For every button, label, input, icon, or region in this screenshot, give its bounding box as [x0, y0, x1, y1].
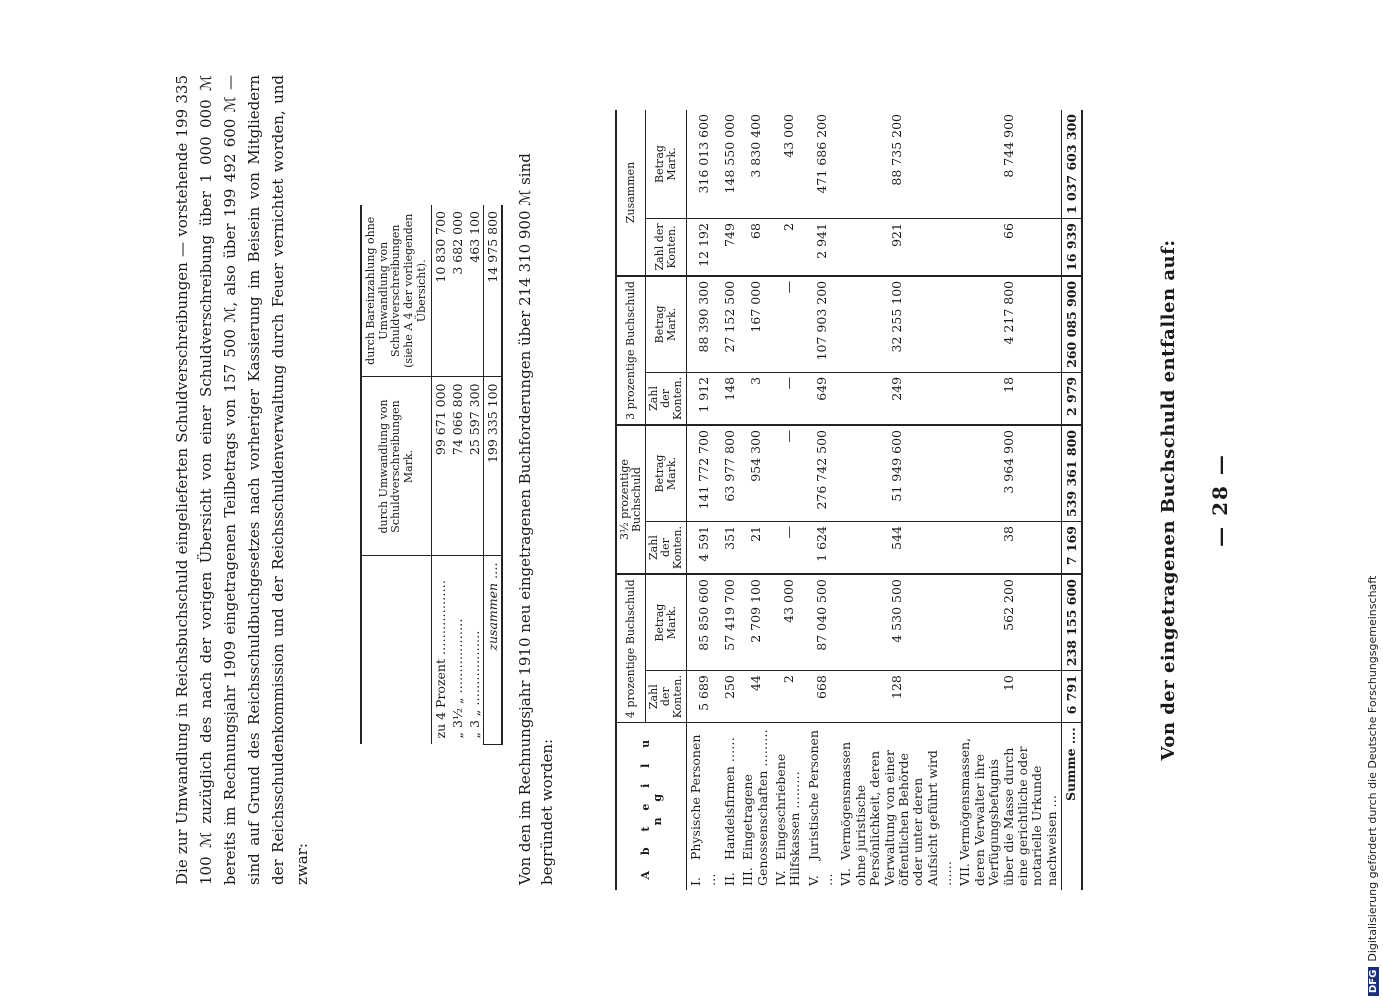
cell: 74 066 800	[449, 377, 466, 556]
header-amount: Betrag Mark.	[646, 110, 687, 219]
header-group-total: Zusammen	[616, 110, 646, 276]
cell: 276 742 500	[805, 425, 838, 521]
cell: 2 941	[805, 219, 838, 276]
cell: —	[772, 425, 805, 521]
cell: 4 217 800	[956, 276, 1061, 372]
cell: 10	[956, 671, 1061, 723]
cell: 562 200	[956, 574, 1061, 670]
digitization-stamp	[1366, 1, 1379, 996]
intro-paragraph: Von den im Rechnungsjahr 1910 neu eingetragenen Buchforderungen über 214 310 900 ℳ sind begründet worden:	[516, 153, 556, 885]
header-abteilung: A b t e i l u n g	[616, 723, 687, 890]
row-label: V.Juristische Personen …	[805, 730, 836, 886]
header-cash: durch Bareinzahlung ohne Umwandlung von Schuldverschreibungen (siehe A 4 der vorliegenden Übersicht).	[361, 205, 432, 377]
cell: 351	[720, 521, 739, 574]
cell: 2 979	[1062, 372, 1083, 425]
row-label: „ 3½ „ ………………	[450, 618, 466, 739]
table-row	[739, 110, 772, 890]
cell: 539 361 800	[1062, 425, 1083, 521]
cell: 99 671 000	[432, 377, 450, 556]
row-label: „ 3 „ ………………	[467, 630, 483, 739]
table-row	[805, 110, 838, 890]
cell: 250	[720, 671, 739, 723]
cell: 43 000	[772, 110, 805, 219]
buchschuld-table	[615, 110, 1083, 890]
header-count: Zahl der Konten.	[646, 372, 687, 425]
header-group-3: 3 prozentige Buchschuld	[616, 276, 646, 425]
cell: 12 192	[687, 219, 720, 276]
cell: 21	[739, 521, 772, 574]
cell: 38	[956, 521, 1061, 574]
cell: 167 000	[739, 276, 772, 372]
cell: 88 390 300	[687, 276, 720, 372]
cell: 6 791	[1062, 671, 1083, 723]
table-row	[720, 110, 739, 890]
cell: 107 903 200	[805, 276, 838, 372]
total-label: zusammen ….	[484, 556, 503, 745]
cell: 316 013 600	[687, 110, 720, 219]
row-label: VII.Vermögensmassen, deren Verwalter ihre Verfügungsbefugnis über die Masse durch eine gerichtliche oder notarielle Urkunde nachweisen …	[957, 737, 1059, 886]
cell: 544	[837, 521, 956, 574]
header-amount: Betrag Mark.	[646, 574, 687, 670]
table-row	[466, 205, 484, 745]
cell: 68	[739, 219, 772, 276]
cell: 148 550 000	[720, 110, 739, 219]
row-label: IV.Eingeschriebene Hilfskassen ………	[772, 753, 803, 886]
header-empty	[361, 556, 432, 745]
cell: 16 939	[1062, 219, 1083, 276]
row-label: zu 4 Prozent ………………	[433, 580, 449, 739]
cell: 87 040 500	[805, 574, 838, 670]
cell: 954 300	[739, 425, 772, 521]
cell: 57 419 700	[720, 574, 739, 670]
header-group-3-5: 3½ prozentige Buchschuld	[616, 425, 646, 574]
cell: 668	[805, 671, 838, 723]
row-label: I.Physische Personen …	[688, 734, 718, 886]
cell: —	[772, 276, 805, 372]
cell: 4 530 500	[837, 574, 956, 670]
table-row	[956, 110, 1061, 890]
header-amount: Betrag Mark.	[646, 276, 687, 372]
page-number: — 28 —	[1208, 453, 1232, 547]
cell: 3 830 400	[739, 110, 772, 219]
cell: 1 624	[805, 521, 838, 574]
cell: 10 830 700	[432, 205, 450, 377]
table-row	[449, 205, 466, 745]
cell: 649	[805, 372, 838, 425]
cell: 5 689	[687, 671, 720, 723]
row-label: III.Eingetragene Genossenschaften ………	[740, 729, 770, 886]
header-count: Zahl der Konten.	[646, 219, 687, 276]
cell: 14 975 800	[484, 205, 503, 377]
cell: 471 686 200	[805, 110, 838, 219]
table-row	[837, 110, 956, 890]
row-label: VI.Vermögensmassen ohne juristische Persönlichkeit, deren Verwaltung von einer öffentlichen Behörde oder unter deren Aufsicht geführt wird ……	[838, 741, 955, 886]
table-row	[687, 110, 720, 890]
table-row	[772, 110, 805, 890]
cell: 2 709 100	[739, 574, 772, 670]
cell: 8 744 900	[956, 110, 1061, 219]
header-amount: Betrag Mark.	[646, 425, 687, 521]
header-conversion: durch Umwandlung von Schuldverschreibungen Mark.	[361, 377, 432, 556]
cell: 238 155 600	[1062, 574, 1083, 670]
cell: 249	[837, 372, 956, 425]
cell: 749	[720, 219, 739, 276]
cell: 141 772 700	[687, 425, 720, 521]
cell: 2	[772, 671, 805, 723]
cell: 44	[739, 671, 772, 723]
cell: 3	[739, 372, 772, 425]
cell: 43 000	[772, 574, 805, 670]
cell: 463 100	[466, 205, 484, 377]
closing-paragraph: Die zur Umwandlung in Reichsbuchschuld eingelieferten Schuldverschreibungen — vorstehende 199 335 100 ℳ zuzüglich des nach der vorigen Übersicht von einer Schuldverschreibung über 1 000 000 ℳ bereits im Rechnungsjahr 1909 eingetragenen Teilbetrags von 157 500 ℳ, also über 199 492 600 ℳ — sind auf Grund des Reichsschuldbuchgesetzes nach vorheriger Kassierung im Beisein von Mitgliedern der Reichsschuldenkommission und der Reichsschuldenverwaltung durch Feuer vernichtet worden, und zwar:	[173, 75, 311, 885]
sum-label: Summe ….	[1062, 723, 1083, 890]
cell: 4 591	[687, 521, 720, 574]
cell: 27 152 500	[720, 276, 739, 372]
header-count: Zahl der Konten.	[646, 521, 687, 574]
cell: 85 850 600	[687, 574, 720, 670]
header-group-4: 4 prozentige Buchschuld	[616, 574, 646, 723]
conversion-table	[360, 205, 503, 745]
dfg-logo: DFG	[1368, 967, 1379, 996]
cell: 2	[772, 219, 805, 276]
cell: 66	[956, 219, 1061, 276]
cell: 18	[956, 372, 1061, 425]
cell: 3 682 000	[449, 205, 466, 377]
cell: 32 255 100	[837, 276, 956, 372]
cell: 1 037 603 300	[1062, 110, 1083, 219]
cell: 3 964 900	[956, 425, 1061, 521]
table-heading: Von der eingetragenen Buchschuld entfallen auf:	[1158, 239, 1179, 761]
cell: —	[772, 521, 805, 574]
cell: 51 949 600	[837, 425, 956, 521]
table-row	[432, 205, 450, 745]
total-row	[484, 205, 503, 745]
sum-row	[1062, 110, 1083, 890]
cell: 260 085 900	[1062, 276, 1083, 372]
cell: 63 977 800	[720, 425, 739, 521]
stamp-text: Digitalisierung gefördert durch die Deutsche Forschungsgemeinschaft	[1366, 575, 1379, 962]
cell: —	[772, 372, 805, 425]
cell: 128	[837, 671, 956, 723]
cell: 88 735 200	[837, 110, 956, 219]
cell: 199 335 100	[484, 377, 503, 556]
cell: 7 169	[1062, 521, 1083, 574]
cell: 1 912	[687, 372, 720, 425]
cell: 921	[837, 219, 956, 276]
row-label: II.Handelsfirmen ……	[721, 737, 737, 886]
cell: 148	[720, 372, 739, 425]
cell: 25 597 300	[466, 377, 484, 556]
header-count: Zahl der Konten.	[646, 671, 687, 723]
